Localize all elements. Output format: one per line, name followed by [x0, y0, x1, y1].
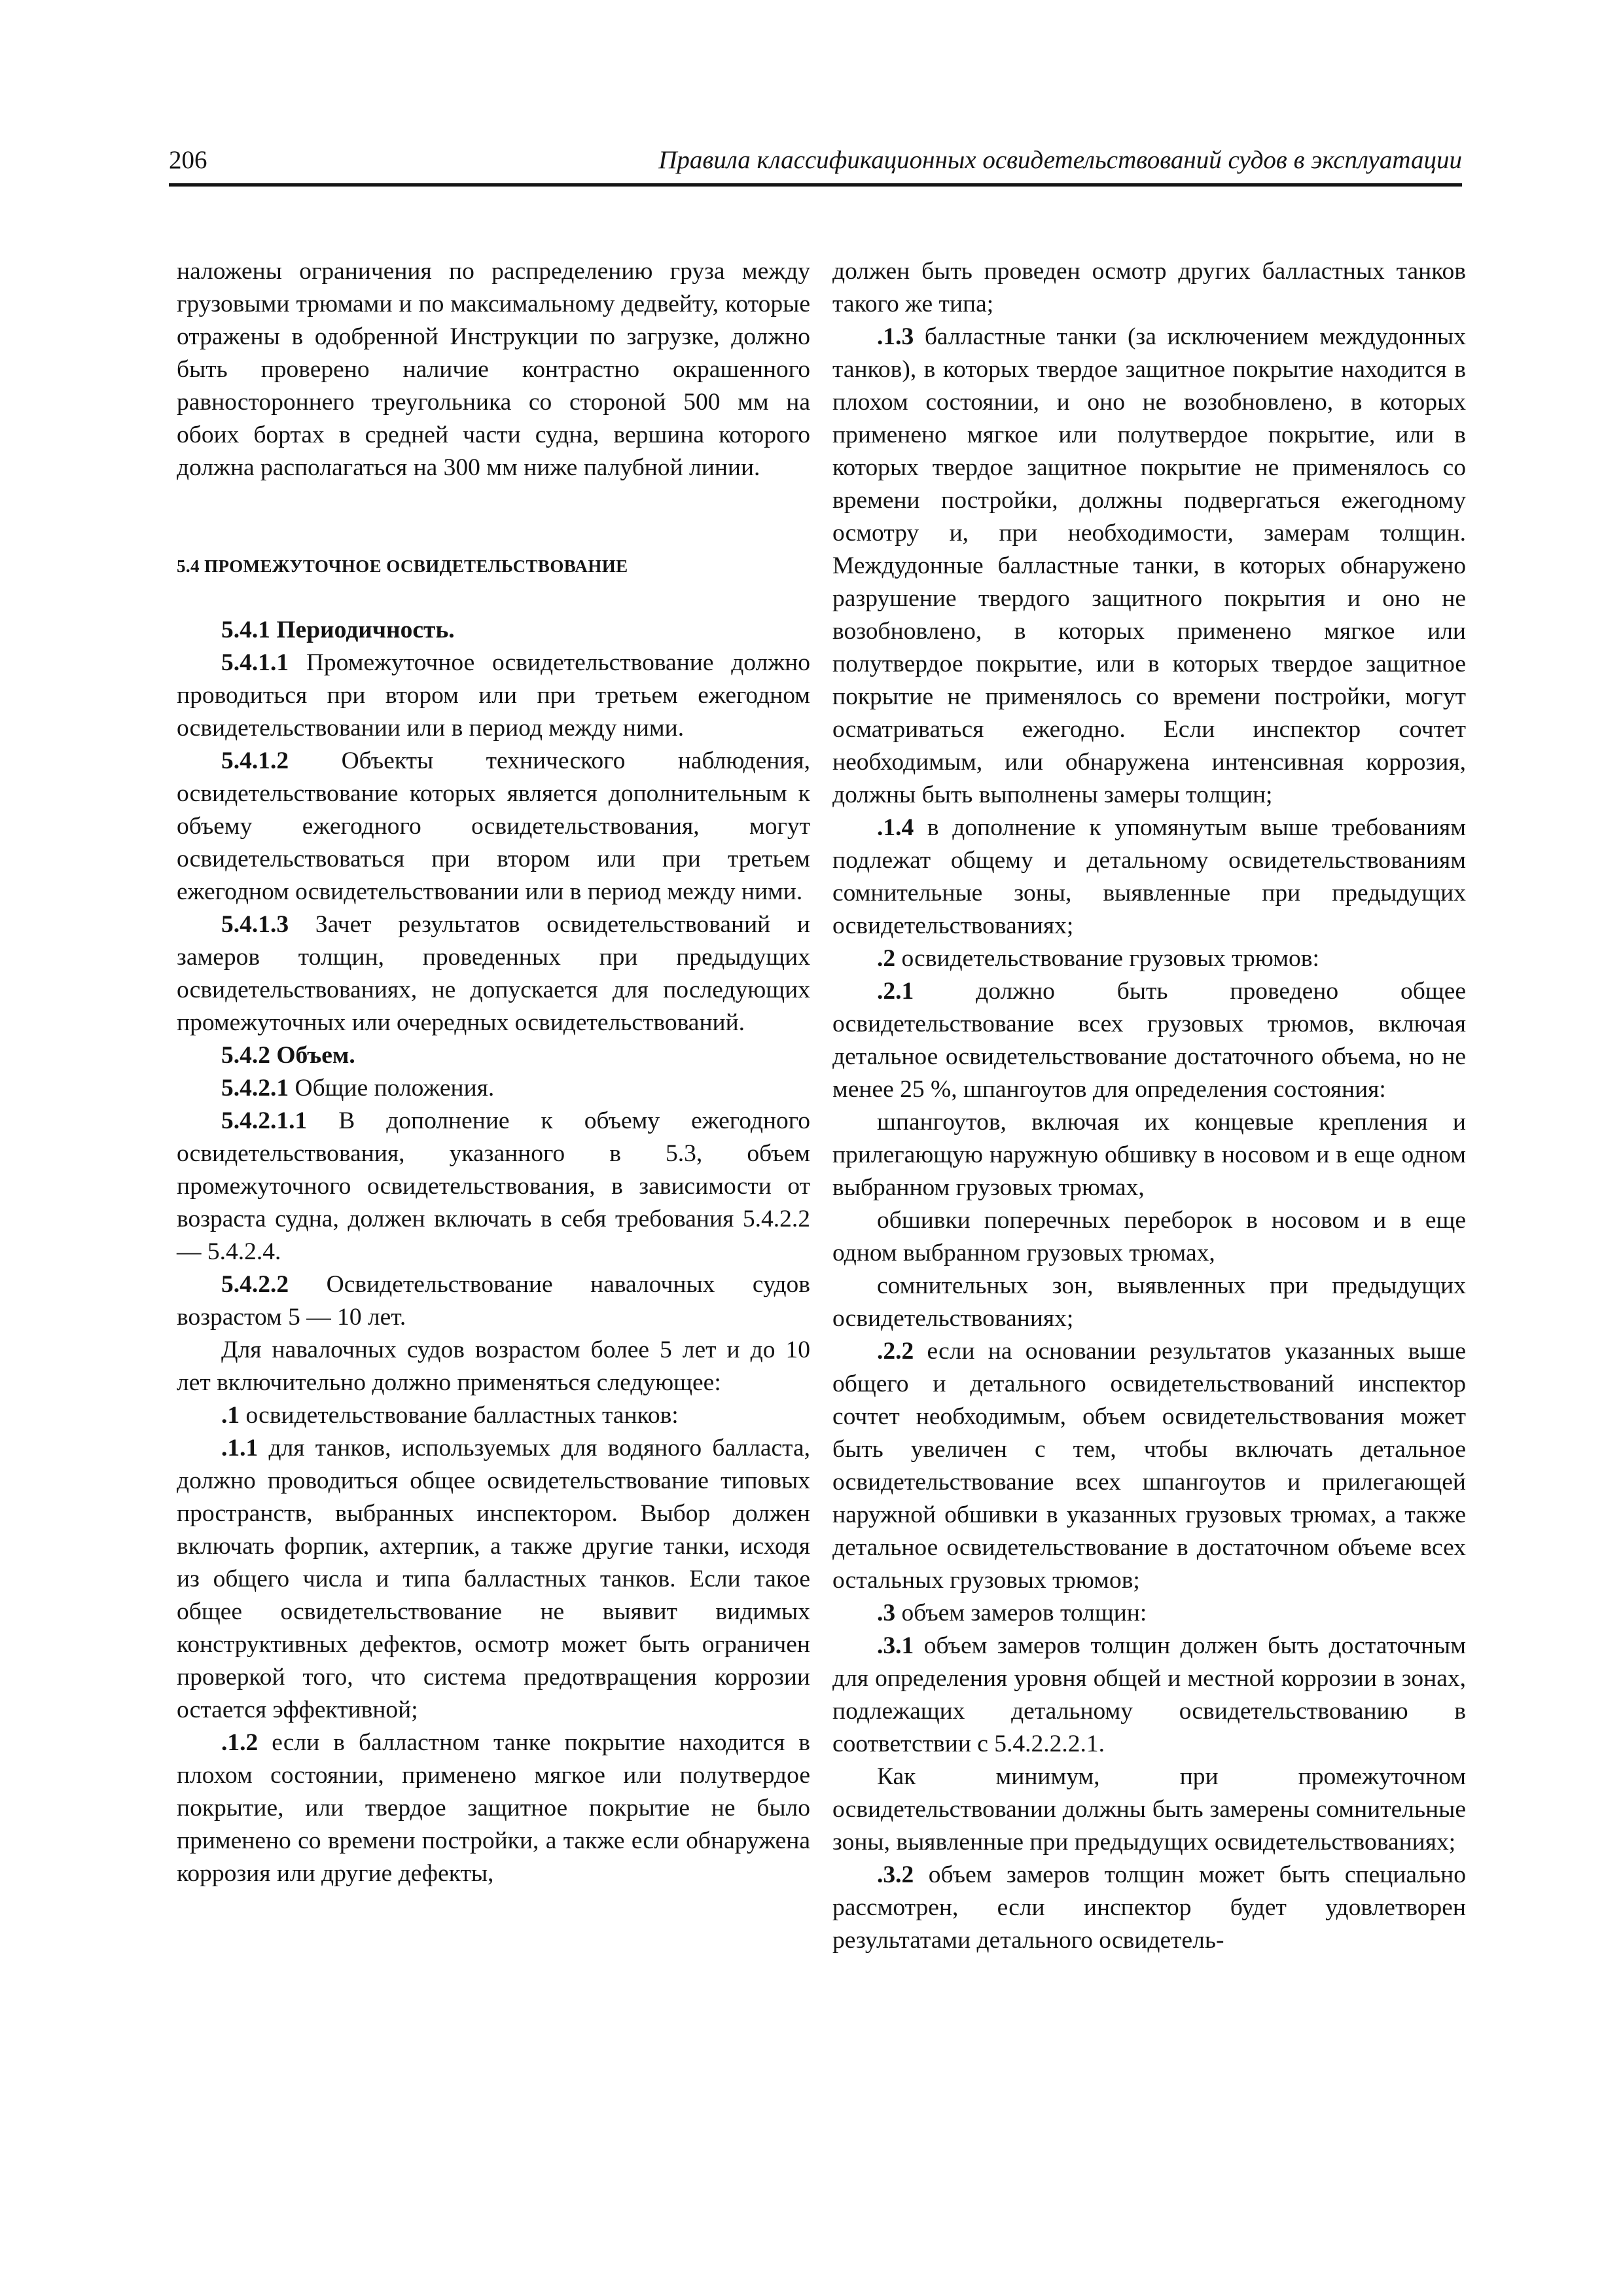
- bulkheads-paragraph: обшивки поперечных переборок в носовом и в еще одном выбранном грузовых трюмах,: [832, 1207, 1466, 1266]
- item-2-1: [832, 975, 1466, 1106]
- zones-paragraph: сомнительных зон, выявленных при предыдущих освидетельствованиях;: [832, 1272, 1466, 1332]
- item-text: объем замеров толщин должен быть достаточным для определения уровня общей и местной коррозии в зонах, подлежащих детальному освидетельствованию в соответствии с 5.4.2.2.2.1.: [832, 1632, 1466, 1757]
- item-2-2: [832, 1335, 1466, 1597]
- item-number: .2.2: [877, 1338, 914, 1365]
- continuation-paragraph: должен быть проведен осмотр других балластных танков такого же типа;: [832, 258, 1466, 317]
- clause-5-4-2-2: [177, 1268, 810, 1334]
- clause-5-4-2-1: [177, 1072, 810, 1105]
- item-text: для танков, используемых для водяного балласта, должно проводиться общее освидетельствование типовых пространств, выбранных инспектором. Выбор должен включать форпик, ахтерпик, а также другие танки, исходя из общего числа и типа балластных танков. Если такое общее освидетельствование не выявит видимых конструктивных дефектов, осмотр может быть ограничен проверкой того, что система предотвращения коррозии остается эффективной;: [177, 1435, 810, 1723]
- item-number: .3.2: [877, 1861, 914, 1888]
- clause-text: Зачет результатов освидетельствований и замеров толщин, проведенных при предыдущих освидетельствованиях, не допускается для последующих промежуточных или очередных освидетельствований.: [177, 911, 810, 1036]
- clause-number: 5.4.1.3: [221, 911, 289, 938]
- item-text: балластные танки (за исключением междудонных танков), в которых твердое защитное покрытие находится в плохом состоянии, и оно не возобновлено, в которых применено мягкое или полутвердое покрытие, или в которых твердое защитное покрытие не применялось со времени постройки, должны подвергаться ежегодному осмотру и, при необходимости, замерам толщин. Междудонные балластные танки, в которых обнаружено разрушение твердого защитного покрытия и оно не возобновлено, в которых применено мягкое или полутвердое покрытие, или в которых твердое защитное покрытие не применялось со времени постройки, могут осматриваться ежегодно. Если инспектор сочтет необходимым, или обнаружена интенсивная коррозия, должны быть выполнены замеры толщин;: [832, 323, 1466, 808]
- frames-paragraph: шпангоутов, включая их концевые крепления и прилегающую наружную обшивку в носовом и в еще одном выбранном грузовых трюмах,: [832, 1109, 1466, 1201]
- item-number: .1: [221, 1402, 240, 1429]
- item-3: [832, 1597, 1466, 1630]
- item-text: если в балластном танке покрытие находится в плохом состоянии, применено мягкое или полутвердое покрытие, или твердое защитное покрытие не было применено со времени постройки, а также если обнаружена коррозия или другие дефекты,: [177, 1729, 810, 1887]
- item-3-1: [832, 1630, 1466, 1761]
- item-text: в дополнение к упомянутым выше требованиям подлежат общему и детальному освидетельствованиям сомнительные зоны, выявленные при предыдущих освидетельствованиях;: [832, 814, 1466, 939]
- clause-number: 5.4.1.1: [221, 649, 289, 676]
- item-3-2: [832, 1859, 1466, 1957]
- minimum-paragraph: Как минимум, при промежуточном освидетельствовании должны быть замерены сомнительные зоны, выявленные при предыдущих освидетельствованиях;: [832, 1763, 1466, 1856]
- clause-number: 5.4.2 Объем.: [221, 1042, 355, 1069]
- clause-5-4-2: [177, 1039, 810, 1072]
- item-2: [832, 942, 1466, 975]
- intro-paragraph: наложены ограничения по распределению груза между грузовыми трюмами и по максимальному дедвейту, которые отражены в одобренной Инструкции по загрузке, должно быть проверено наличие контрастно окрашенного равностороннего треугольника со стороной 500 мм на обоих бортах в средней части судна, вершина которого должна располагаться на 300 мм ниже палубной линии.: [177, 258, 810, 481]
- clause-5-4-2-1-1: [177, 1105, 810, 1268]
- running-title: Правила классификационных освидетельствований судов в эксплуатации: [658, 146, 1462, 174]
- item-1-4: [832, 812, 1466, 942]
- item-text: должно быть проведено общее освидетельствование всех грузовых трюмов, включая детальное освидетельствование достаточного объема, но не менее 25 %, шпангоутов для определения состояния:: [832, 978, 1466, 1103]
- clause-text: В дополнение к объему ежегодного освидетельствования, указанного в 5.3, объем промежуточного освидетельствования, в зависимости от возраста судна, должен включать в себя требования 5.4.2.2 — 5.4.2.4.: [177, 1107, 810, 1265]
- right-column: [832, 255, 1466, 1957]
- clause-5-4-1-1: [177, 647, 810, 745]
- item-number: .3.1: [877, 1632, 914, 1659]
- clause-text: Промежуточное освидетельствование должно проводиться при втором или при третьем ежегодном освидетельствовании или в период между ними.: [177, 649, 810, 742]
- item-1-2: [177, 1727, 810, 1890]
- item-text: объем замеров толщин:: [895, 1600, 1147, 1626]
- item-number: .1.4: [877, 814, 914, 841]
- clause-number: 5.4.2.1: [221, 1075, 289, 1102]
- item-number: .2: [877, 945, 896, 972]
- item-text: если на основании результатов указанных выше общего и детального освидетельствований инспектор сочтет необходимым, объем освидетельствования может быть увеличен с тем, чтобы включать детальное освидетельствование всех шпангоутов и прилегающей наружной обшивки в указанных грузовых трюмах, а также детальное освидетельствование в достаточном объеме всех остальных грузовых трюмов;: [832, 1338, 1466, 1594]
- item-number: .1.3: [877, 323, 914, 350]
- clause-text: Объекты технического наблюдения, освидетельствование которых является дополнительным к объему ежегодного освидетельствования, могут освидетельствоваться при втором или при третьем ежегодном освидетельствовании или в период между ними.: [177, 747, 810, 905]
- page-header: [169, 143, 1462, 187]
- item-number: .2.1: [877, 978, 914, 1005]
- clause-5-4-1-3: [177, 908, 810, 1039]
- item-1: [177, 1399, 810, 1432]
- item-1-3: [832, 321, 1466, 812]
- item-number: .3: [877, 1600, 896, 1626]
- clause-number: 5.4.1.2: [221, 747, 289, 774]
- item-text: освидетельствование грузовых трюмов:: [895, 945, 1319, 972]
- item-number: .1.2: [221, 1729, 259, 1756]
- item-number: .1.1: [221, 1435, 259, 1462]
- item-text: объем замеров толщин может быть специально рассмотрен, если инспектор будет удовлетворен результатами детального освидетель-: [832, 1861, 1466, 1954]
- item-text: освидетельствование балластных танков:: [240, 1402, 679, 1429]
- section-title: 5.4 ПРОМЕЖУТОЧНОЕ ОСВИДЕТЕЛЬСТВОВАНИЕ: [177, 556, 628, 576]
- clause-5-4-1-2: [177, 745, 810, 908]
- clause-text: Освидетельствование навалочных судов возрастом 5 — 10 лет.: [177, 1271, 810, 1331]
- age-paragraph: Для навалочных судов возрастом более 5 лет и до 10 лет включительно должно применяться следующее:: [177, 1336, 810, 1396]
- clause-number: 5.4.2.1.1: [221, 1107, 308, 1134]
- page-number: 206: [169, 146, 207, 174]
- item-1-1: [177, 1432, 810, 1727]
- clause-number: 5.4.1 Периодичность.: [221, 617, 455, 643]
- clause-5-4-1: [177, 614, 810, 647]
- clause-number: 5.4.2.2: [221, 1271, 289, 1298]
- clause-text: Общие положения.: [289, 1075, 495, 1102]
- left-column: [177, 255, 810, 1890]
